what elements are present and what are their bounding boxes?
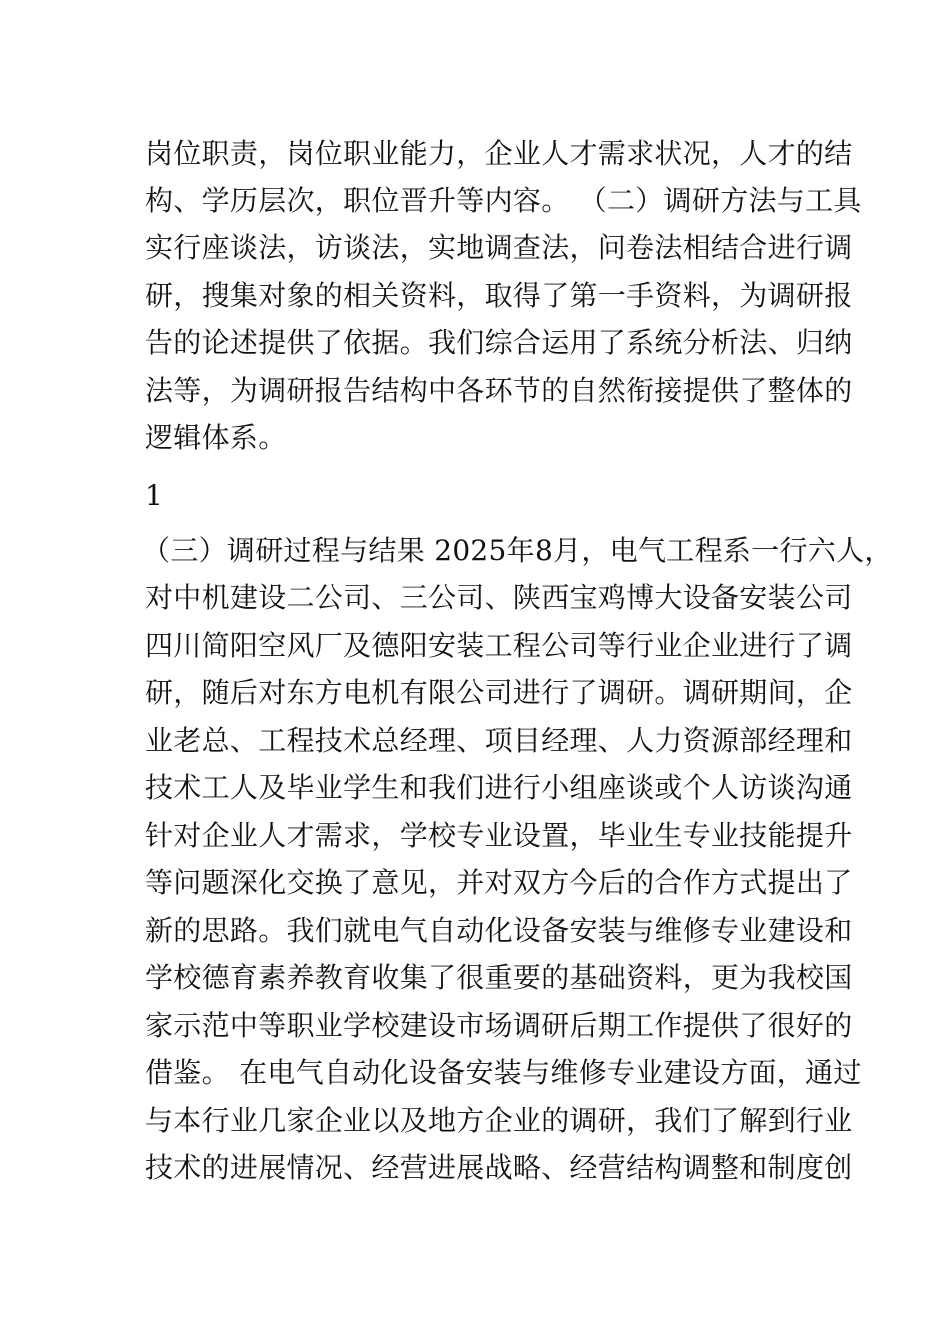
page-number: 1	[145, 479, 164, 512]
text-line: 对中机建设二公司、三公司、陕西宝鸡博大设备安装公司	[145, 581, 853, 614]
text-line: 技术的进展情况、经营进展战略、经营结构调整和制度创	[145, 1151, 853, 1184]
text-line: 技术工人及毕业学生和我们进行小组座谈或个人访谈沟通	[145, 771, 853, 804]
text-line: 业老总、工程技术总经理、项目经理、人力资源部经理和	[145, 724, 853, 757]
text-line: 法等，为调研报告结构中各环节的自然衔接提供了整体的	[145, 374, 853, 407]
text-line: 四川简阳空风厂及德阳安装工程公司等行业企业进行了调	[145, 629, 853, 662]
text-line: 研，搜集对象的相关资料，取得了第一手资料，为调研报	[145, 279, 853, 312]
text-line: 针对企业人才需求，学校专业设置，毕业生专业技能提升	[145, 819, 853, 852]
text-line: 借鉴。 在电气自动化设备安装与维修专业建设方面，通过	[145, 1056, 862, 1089]
text-line: 新的思路。我们就电气自动化设备安装与维修专业建设和	[145, 914, 853, 947]
text-line: 实行座谈法，访谈法，实地调查法，问卷法相结合进行调	[145, 231, 853, 264]
text-line: 告的论述提供了依据。我们综合运用了系统分析法、归纳	[145, 326, 853, 359]
section-heading-line: （三）调研过程与结果 2025年8月，电气工程系一行六人，	[142, 534, 893, 567]
text-line: 研，随后对东方电机有限公司进行了调研。调研期间，企	[145, 676, 853, 709]
text-line: 逻辑体系。	[145, 421, 287, 454]
text-line: 岗位职责，岗位职业能力，企业人才需求状况，人才的结	[145, 137, 853, 170]
text-line: 与本行业几家企业以及地方企业的调研，我们了解到行业	[145, 1104, 853, 1137]
text-line: 家示范中等职业学校建设市场调研后期工作提供了很好的	[145, 1009, 853, 1042]
text-line: 等问题深化交换了意见，并对双方今后的合作方式提出了	[145, 866, 853, 899]
text-line: 学校德育素养教育收集了很重要的基础资料，更为我校国	[145, 961, 853, 994]
text-line: 构、学历层次，职位晋升等内容。 （二）调研方法与工具	[145, 184, 862, 217]
